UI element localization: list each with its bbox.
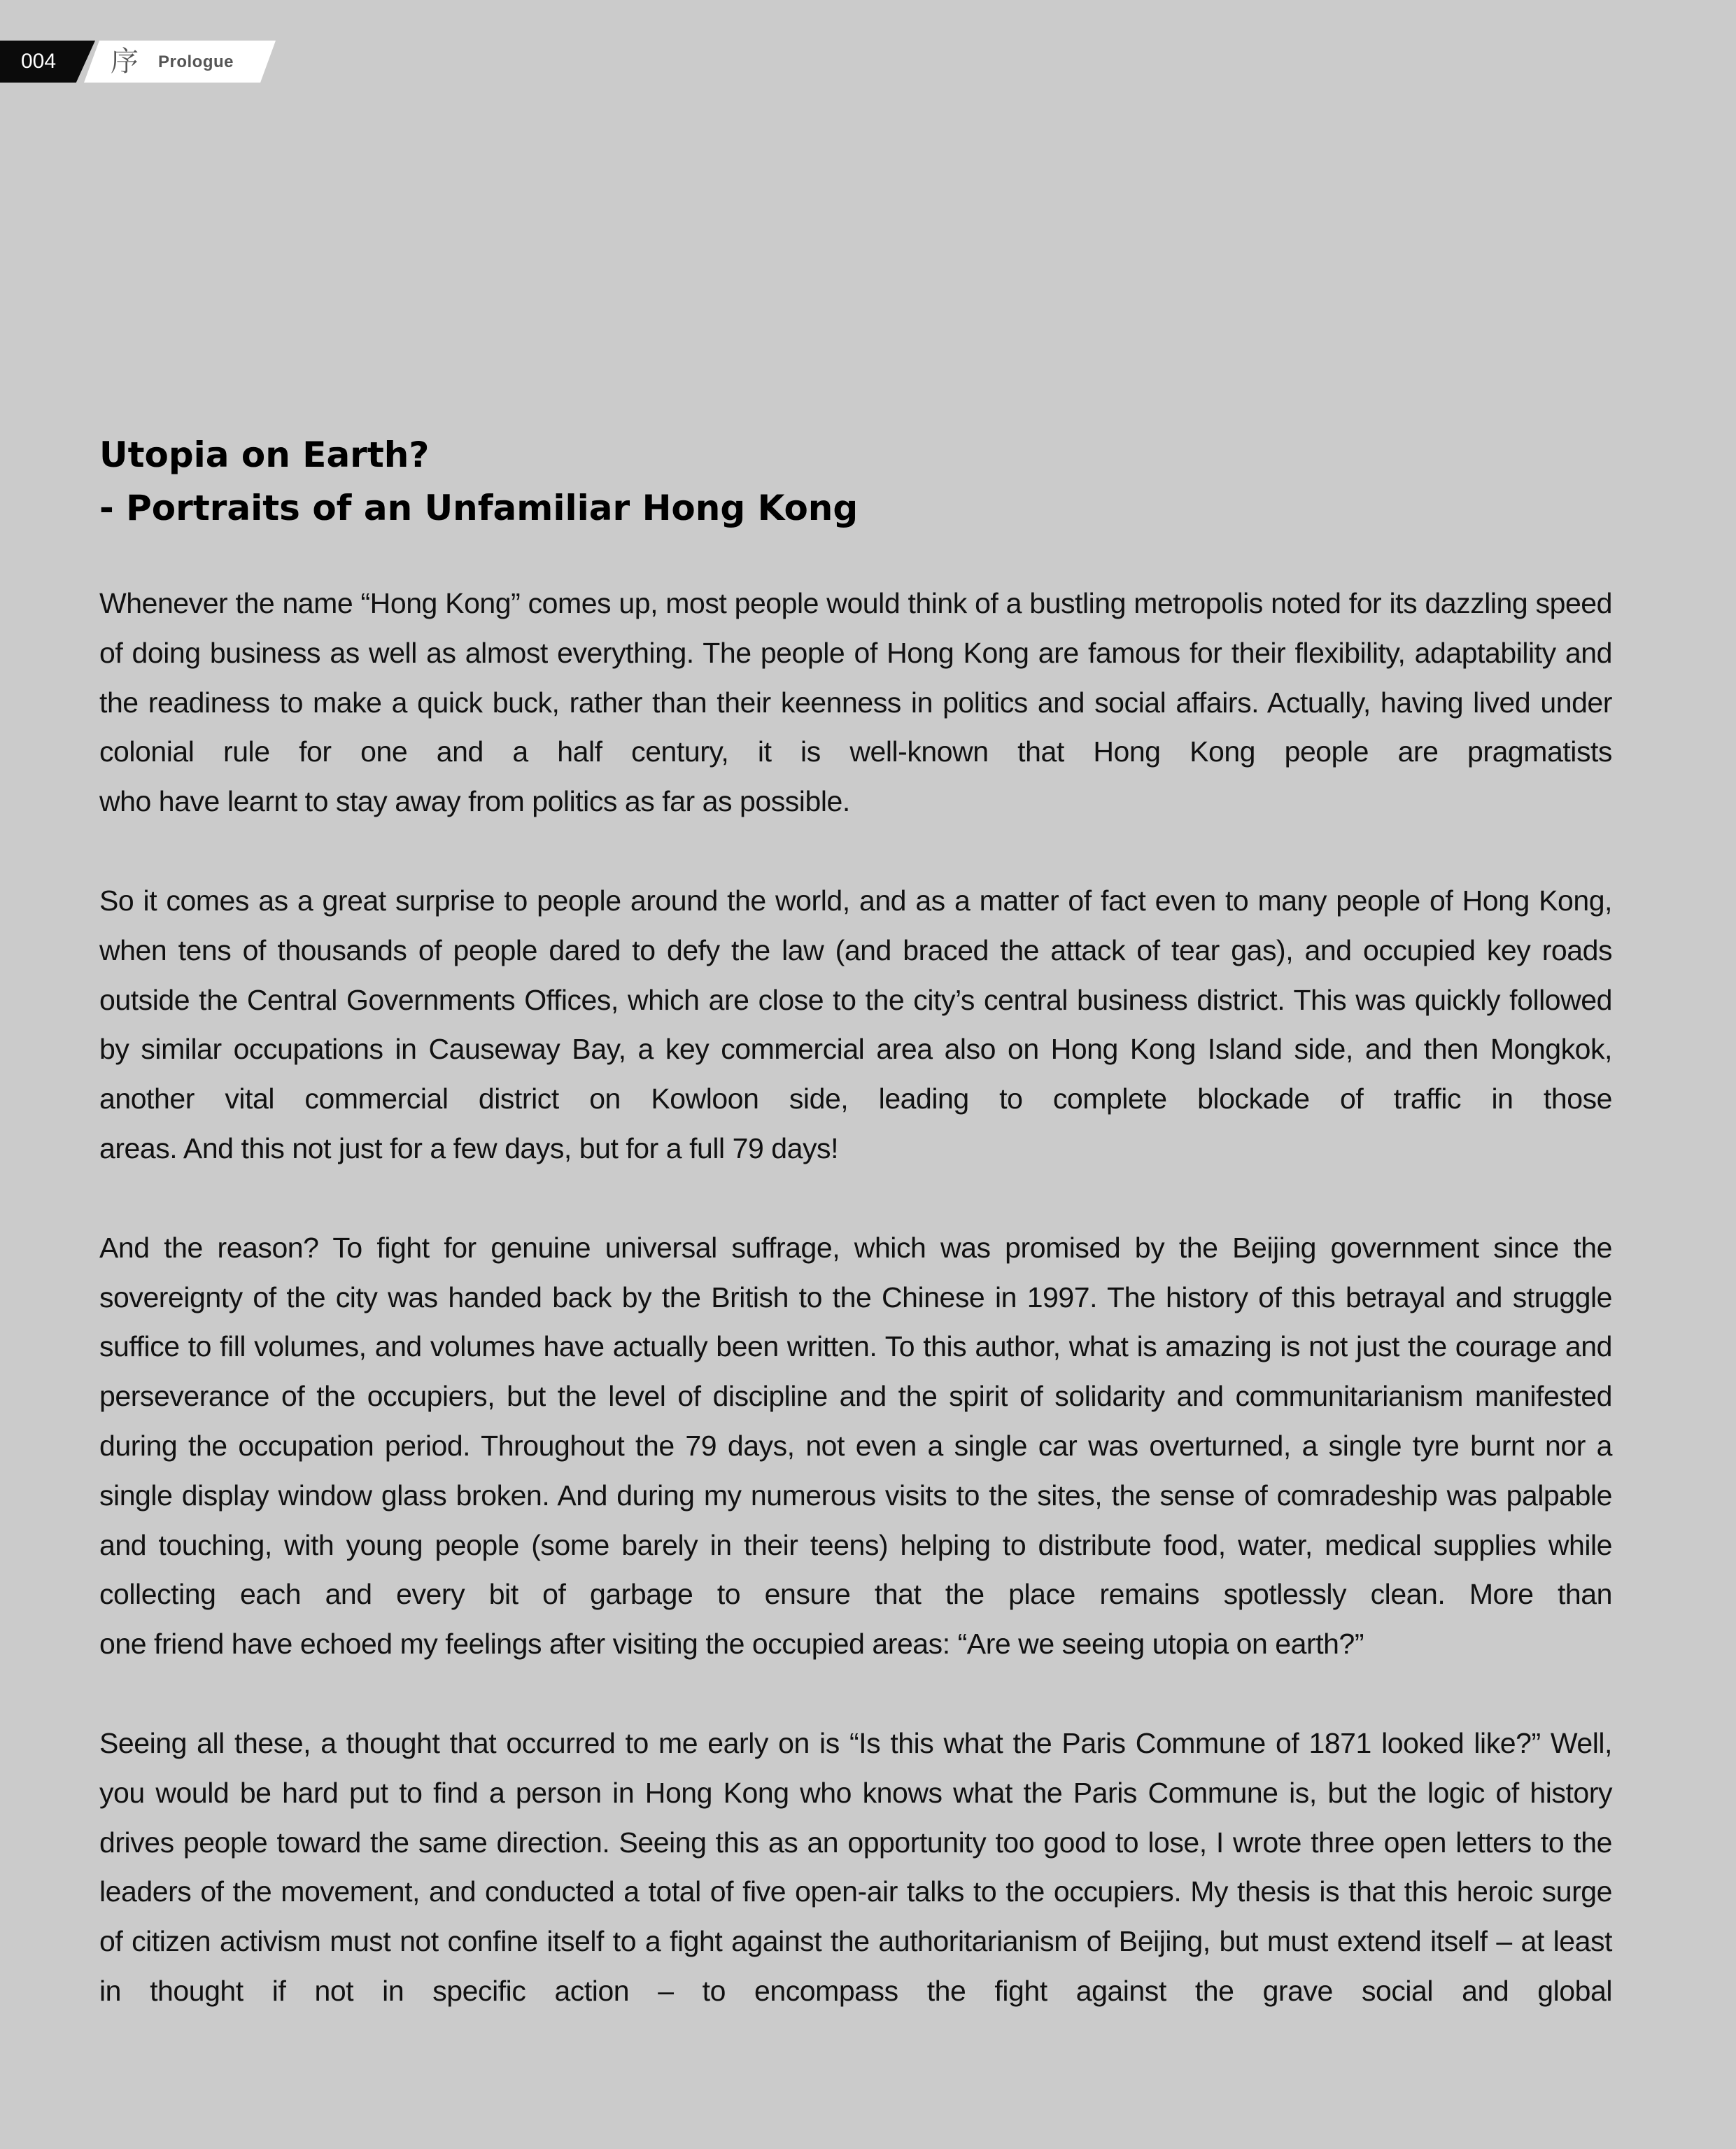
paragraph-3 [99, 1223, 1612, 1669]
article-body [99, 579, 1612, 2066]
paragraph-1-last-line: who have learnt to stay away from politics as far as possible. [99, 785, 850, 818]
paragraph-2-last-line: areas. And this not just for a few days, but for a full 79 days! [99, 1132, 839, 1164]
paragraph-3-text: And the reason? To fight for genuine universal suffrage, which was promised by the Beijing government since the sovereignty of the city was handed back by the British to the Chinese in 1997. The history of this betrayal and struggle suffice to fill volumes, and volumes have actually been written. To this author, what is amazing is not just the courage and perseverance of the occupiers, but the level of discipline and the spirit of solidarity and communitarianism manifested during the occupation period. Throughout the 79 days, not even a single car was overturned, a single tyre burnt nor a single display window glass broken. And during my numerous visits to the sites, the sense of comradeship was palpable and touching, with young people (some barely in their teens) helping to distribute food, water, medical supplies while collecting each and every bit of garbage to ensure that the place remains spotlessly clean. More than [99, 1231, 1612, 1611]
title-line-1: Utopia on Earth? [99, 435, 430, 475]
paragraph-3-last-line: one friend have echoed my feelings after visiting the occupied areas: “Are we seeing utopia on earth?” [99, 1628, 1364, 1661]
article-title [99, 428, 1639, 535]
page-number: 004 [21, 50, 57, 73]
paragraph-4 [99, 1719, 1612, 2016]
title-line-2: - Portraits of an Unfamiliar Hong Kong [99, 488, 859, 528]
paragraph-1-text: Whenever the name “Hong Kong” comes up, most people would think of a bustling metropolis noted for its dazzling speed of doing business as well as almost everything. The people of Hong Kong are famous for their flexibility, adaptability and the readiness to make a quick buck, rather than their keenness in politics and social affairs. Actually, having lived under colonial rule for one and a half century, it is well-known that Hong Kong people are pragmatists [99, 587, 1612, 768]
paragraph-4-text: Seeing all these, a thought that occurred to me early on is “Is this what the Paris Commune of 1871 looked like?” Well, you would be hard put to find a person in Hong Kong who knows what the Paris Commune is, but the logic of history drives people toward the same direction. Seeing this as an opportunity too good to lose, I wrote three open letters to the leaders of the movement, and conducted a total of five open-air talks to the occupiers. My thesis is that this heroic surge of citizen activism must not confine itself to a fight against the authoritarianism of Beijing, but must extend itself – at least in thought if not in specific action – to encompass the fight against the grave social and global [99, 1726, 1612, 2007]
paragraph-2-text: So it comes as a great surprise to people around the world, and as a matter of fact even to many people of Hong Kong, when tens of thousands of people dared to defy the law (and braced the attack of tear gas), and occupied key roads outside the Central Governments Offices, which are close to the city’s central business district. This was quickly followed by similar occupations in Causeway Bay, a key commercial area also on Hong Kong Island side, and then Mongkok, another vital commercial district on Kowloon side, leading to complete blockade of traffic in those [99, 884, 1612, 1115]
paragraph-2 [99, 876, 1612, 1174]
chapter-character: 序 [111, 45, 139, 78]
chapter-label: Prologue [158, 52, 234, 71]
paragraph-1 [99, 579, 1612, 826]
